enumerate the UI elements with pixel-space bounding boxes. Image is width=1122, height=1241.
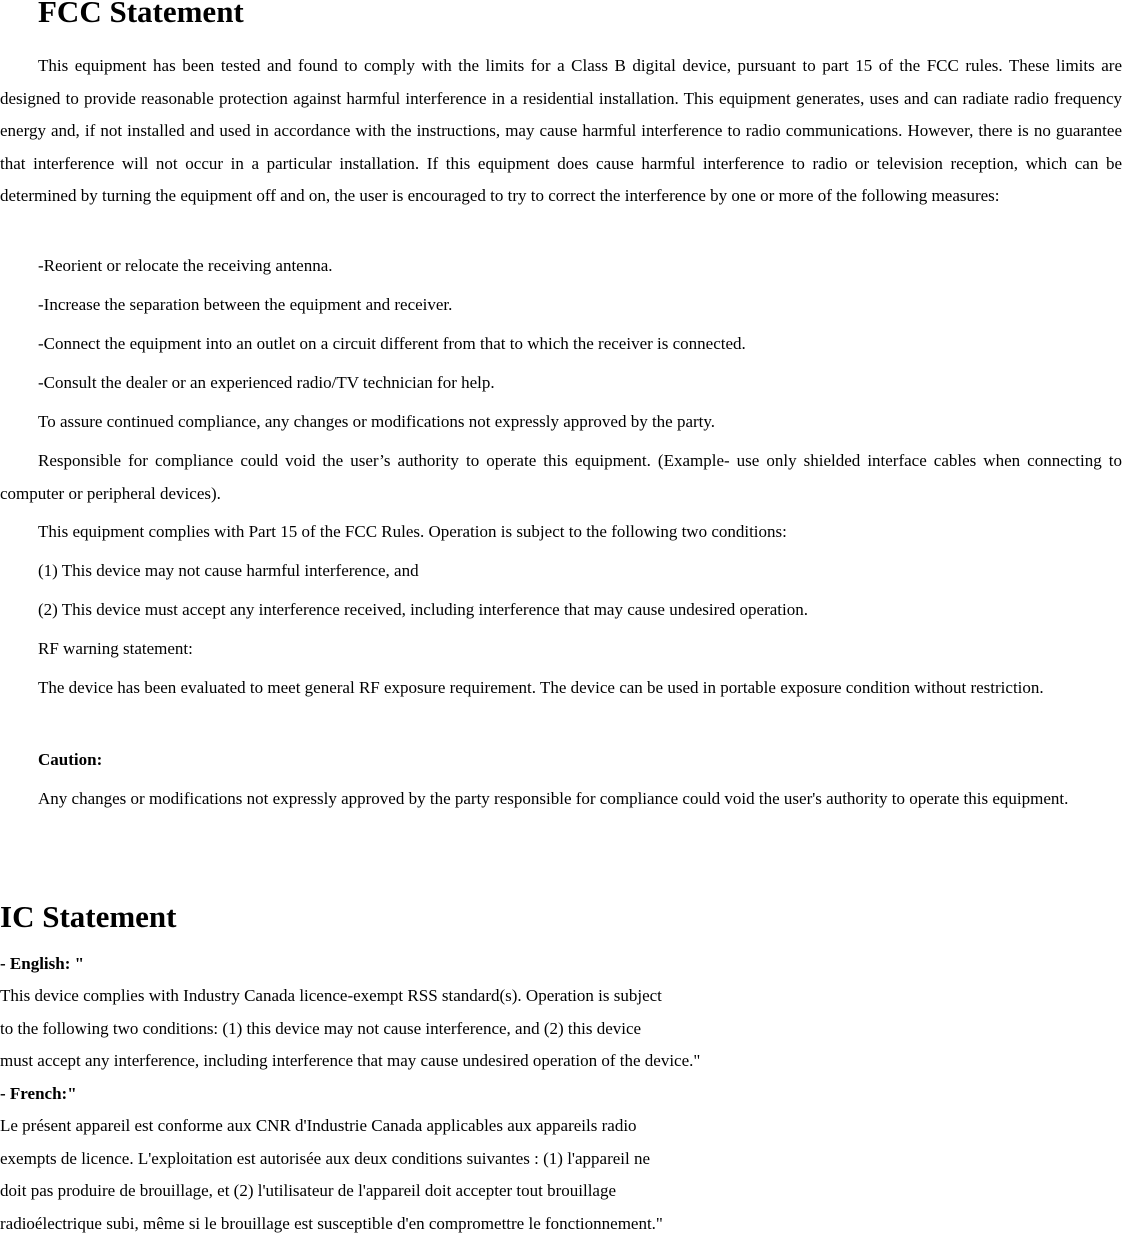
french-line: doit pas produire de brouillage, et (2) l'utilisateur de l'appareil doit accepter tout brouillage (0, 1181, 617, 1200)
responsible-paragraph: Responsible for compliance could void the user’s authority to operate this equipment. (Example- use only shielded interface cables when connecting to computer or peripheral devices). (0, 451, 1122, 503)
measure-item: -Consult the dealer or an experienced radio/TV technician for help. (38, 373, 495, 392)
english-line: This device complies with Industry Canada licence-exempt RSS standard(s). Operation is subject (0, 986, 662, 1005)
english-label: - English: " (0, 954, 85, 973)
caution-label: Caution: (38, 750, 103, 769)
condition-1: (1) This device may not cause harmful interference, and (38, 561, 419, 580)
french-label: - French:" (0, 1084, 77, 1103)
ic-title: IC Statement (0, 899, 177, 934)
part15-paragraph: This equipment complies with Part 15 of the FCC Rules. Operation is subject to the following two conditions: (38, 522, 787, 541)
rf-warning-heading: RF warning statement: (38, 639, 193, 658)
compliance-paragraph: To assure continued compliance, any changes or modifications not expressly approved by the party. (38, 412, 716, 431)
measure-item: -Increase the separation between the equipment and receiver. (38, 295, 453, 314)
english-line: to the following two conditions: (1) this device may not cause interference, and (2) this device (0, 1019, 642, 1038)
measure-item: -Connect the equipment into an outlet on a circuit different from that to which the receiver is connected. (38, 334, 746, 353)
measure-item: -Reorient or relocate the receiving antenna. (38, 256, 333, 275)
fcc-title: FCC Statement (38, 0, 244, 29)
fcc-intro-paragraph: This equipment has been tested and found to comply with the limits for a Class B digital device, pursuant to part 15 of the FCC rules. These limits are designed to provide reasonable protection against harmful interference in a residential installation. This equipment generates, uses and can radiate radio frequency energy and, if not installed and used in accordance with the instructions, may cause harmful interference to radio communications. However, there is no guarantee that interference will not occur in a particular installation. If this equipment does cause harmful interference to radio or television reception, which can be determined by turning the equipment off and on, the user is encouraged to try to correct the interference by one or more of the following measures: (0, 56, 1122, 205)
french-line: exempts de licence. L'exploitation est autorisée aux deux conditions suivantes : (1) l'appareil ne (0, 1149, 651, 1168)
french-line: Le présent appareil est conforme aux CNR d'Industrie Canada applicables aux appareils radio (0, 1116, 637, 1135)
rf-warning-paragraph: The device has been evaluated to meet general RF exposure requirement. The device can be used in portable exposure condition without restriction. (38, 678, 1044, 697)
caution-paragraph: Any changes or modifications not expressly approved by the party responsible for compliance could void the user's authority to operate this equipment. (38, 789, 1069, 808)
condition-2: (2) This device must accept any interference received, including interference that may cause undesired operation. (38, 600, 809, 619)
french-line: radioélectrique subi, même si le brouillage est susceptible d'en compromettre le fonctionnement." (0, 1214, 663, 1233)
english-line: must accept any interference, including interference that may cause undesired operation of the device." (0, 1051, 701, 1070)
